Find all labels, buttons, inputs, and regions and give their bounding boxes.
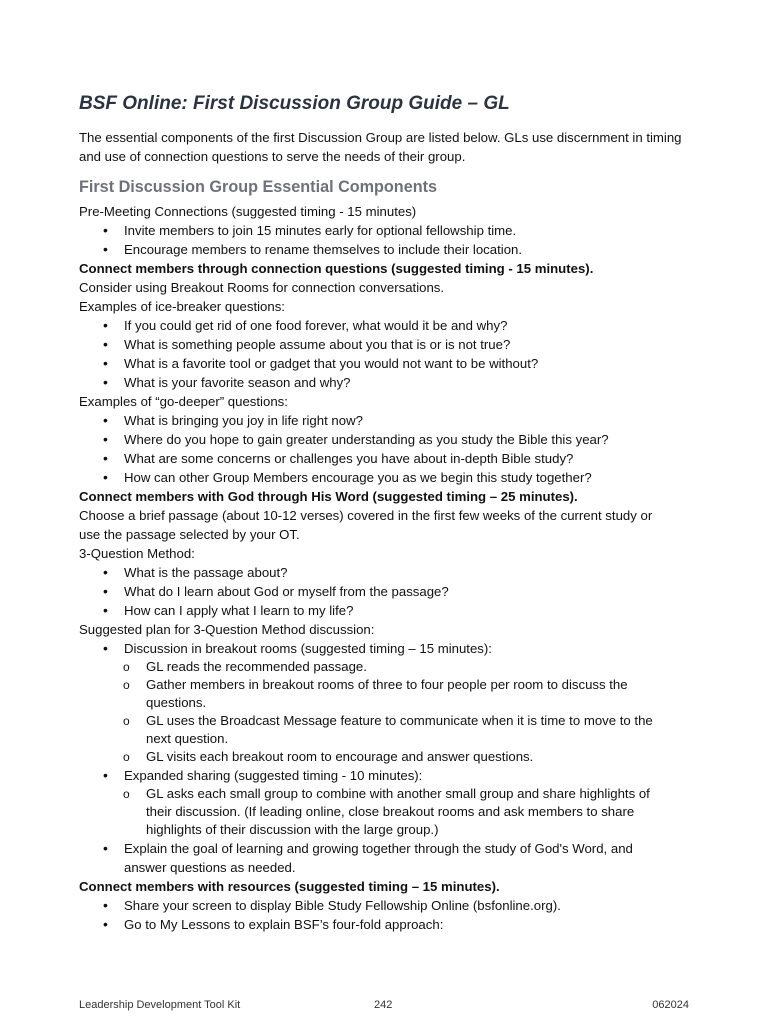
list-item: • What is a favorite tool or gadget that you would not want to be without?: [124, 354, 699, 373]
method-list: [79, 563, 699, 620]
sub-item-line: o GL asks each small group to combine with another small group and share highlights of: [146, 786, 650, 801]
page-title: BSF Online: First Discussion Group Guide – GL: [79, 93, 510, 114]
icebreaker-list: [79, 316, 699, 392]
footer-left: Leadership Development Tool Kit: [79, 999, 241, 1011]
sub-list-item: [146, 748, 699, 766]
sub-item-line: o GL uses the Broadcast Message feature to communicate when it is time to move to the: [146, 713, 653, 728]
plan-label: Suggested plan for 3-Question Method discussion:: [79, 622, 375, 637]
list-item-explain: [124, 839, 699, 877]
pre-meeting-heading: Pre-Meeting Connections (suggested timing - 15 minutes): [79, 204, 417, 219]
icebreaker-label: Examples of ice-breaker questions:: [79, 299, 285, 314]
list-item: • Where do you hope to gain greater understanding as you study the Bible this year?: [124, 430, 699, 449]
plan-list: [79, 639, 699, 877]
list-item: • Invite members to join 15 minutes early for optional fellowship time.: [124, 221, 699, 240]
footer-right: 062024: [652, 999, 689, 1011]
sub-item-line: o GL reads the recommended passage.: [146, 659, 367, 674]
list-item: • How can other Group Members encourage you as we begin this study together?: [124, 468, 699, 487]
sub-item-line: questions.: [146, 695, 207, 710]
expanded-label: Expanded sharing (suggested timing - 10 minutes):: [124, 768, 423, 783]
resources-list: [79, 896, 699, 934]
sub-list-item: [146, 785, 699, 839]
list-item: • What is the passage about?: [124, 563, 699, 582]
list-item: • How can I apply what I learn to my life?: [124, 601, 699, 620]
sub-list-item: [146, 676, 699, 712]
intro-paragraph: The essential components of the first Discussion Group are listed below. GLs use discernment in timing and use of connection questions to serve the needs of their group.: [79, 130, 682, 164]
sub-item-line: highlights of their discussion with the large group.): [146, 822, 439, 837]
word-heading: Connect members with God through His Word (suggested timing – 25 minutes).: [79, 489, 578, 504]
breakout-sublist: [124, 658, 699, 766]
passage-line-2: use the passage selected by your OT.: [79, 527, 300, 542]
sub-list-item: [146, 712, 699, 748]
pre-meeting-list: [79, 221, 699, 259]
sub-item-line: o Gather members in breakout rooms of three to four people per room to discuss the: [146, 677, 628, 692]
sub-item-line: o GL visits each breakout room to encourage and answer questions.: [146, 749, 534, 764]
list-item-breakout: [124, 639, 699, 766]
sub-item-line: their discussion. (If leading online, close breakout rooms and ask members to share: [146, 804, 635, 819]
expanded-sublist: [124, 785, 699, 839]
deeper-list: [79, 411, 699, 487]
connection-note: Consider using Breakout Rooms for connection conversations.: [79, 280, 445, 295]
list-item: • What is bringing you joy in life right now?: [124, 411, 699, 430]
passage-line-1: Choose a brief passage (about 10-12 verses) covered in the first few weeks of the current study or: [79, 508, 653, 523]
list-item: • What is your favorite season and why?: [124, 373, 699, 392]
deeper-label: Examples of “go-deeper” questions:: [79, 394, 288, 409]
page-number: 242: [374, 999, 393, 1011]
section-heading: First Discussion Group Essential Components: [79, 178, 437, 196]
list-item: • What are some concerns or challenges you have about in-depth Bible study?: [124, 449, 699, 468]
explain-line: • Explain the goal of learning and growing together through the study of God's Word, and: [124, 841, 633, 856]
list-item: • Go to My Lessons to explain BSF’s four-fold approach:: [124, 915, 699, 934]
list-item: • Share your screen to display Bible Study Fellowship Online (bsfonline.org).: [124, 896, 699, 915]
list-item-expanded: [124, 766, 699, 839]
sub-item-line: next question.: [146, 731, 229, 746]
explain-line: answer questions as needed.: [124, 860, 296, 875]
connection-heading: Connect members through connection questions (suggested timing - 15 minutes).: [79, 261, 594, 276]
list-item: • Encourage members to rename themselves to include their location.: [124, 240, 699, 259]
list-item: • What is something people assume about you that is or is not true?: [124, 335, 699, 354]
list-item: • If you could get rid of one food forever, what would it be and why?: [124, 316, 699, 335]
method-label: 3-Question Method:: [79, 546, 195, 561]
document-content: [79, 92, 699, 934]
resources-heading: Connect members with resources (suggested timing – 15 minutes).: [79, 879, 500, 894]
breakout-label: Discussion in breakout rooms (suggested timing – 15 minutes):: [124, 641, 492, 656]
sub-list-item: [146, 658, 699, 676]
list-item: • What do I learn about God or myself from the passage?: [124, 582, 699, 601]
